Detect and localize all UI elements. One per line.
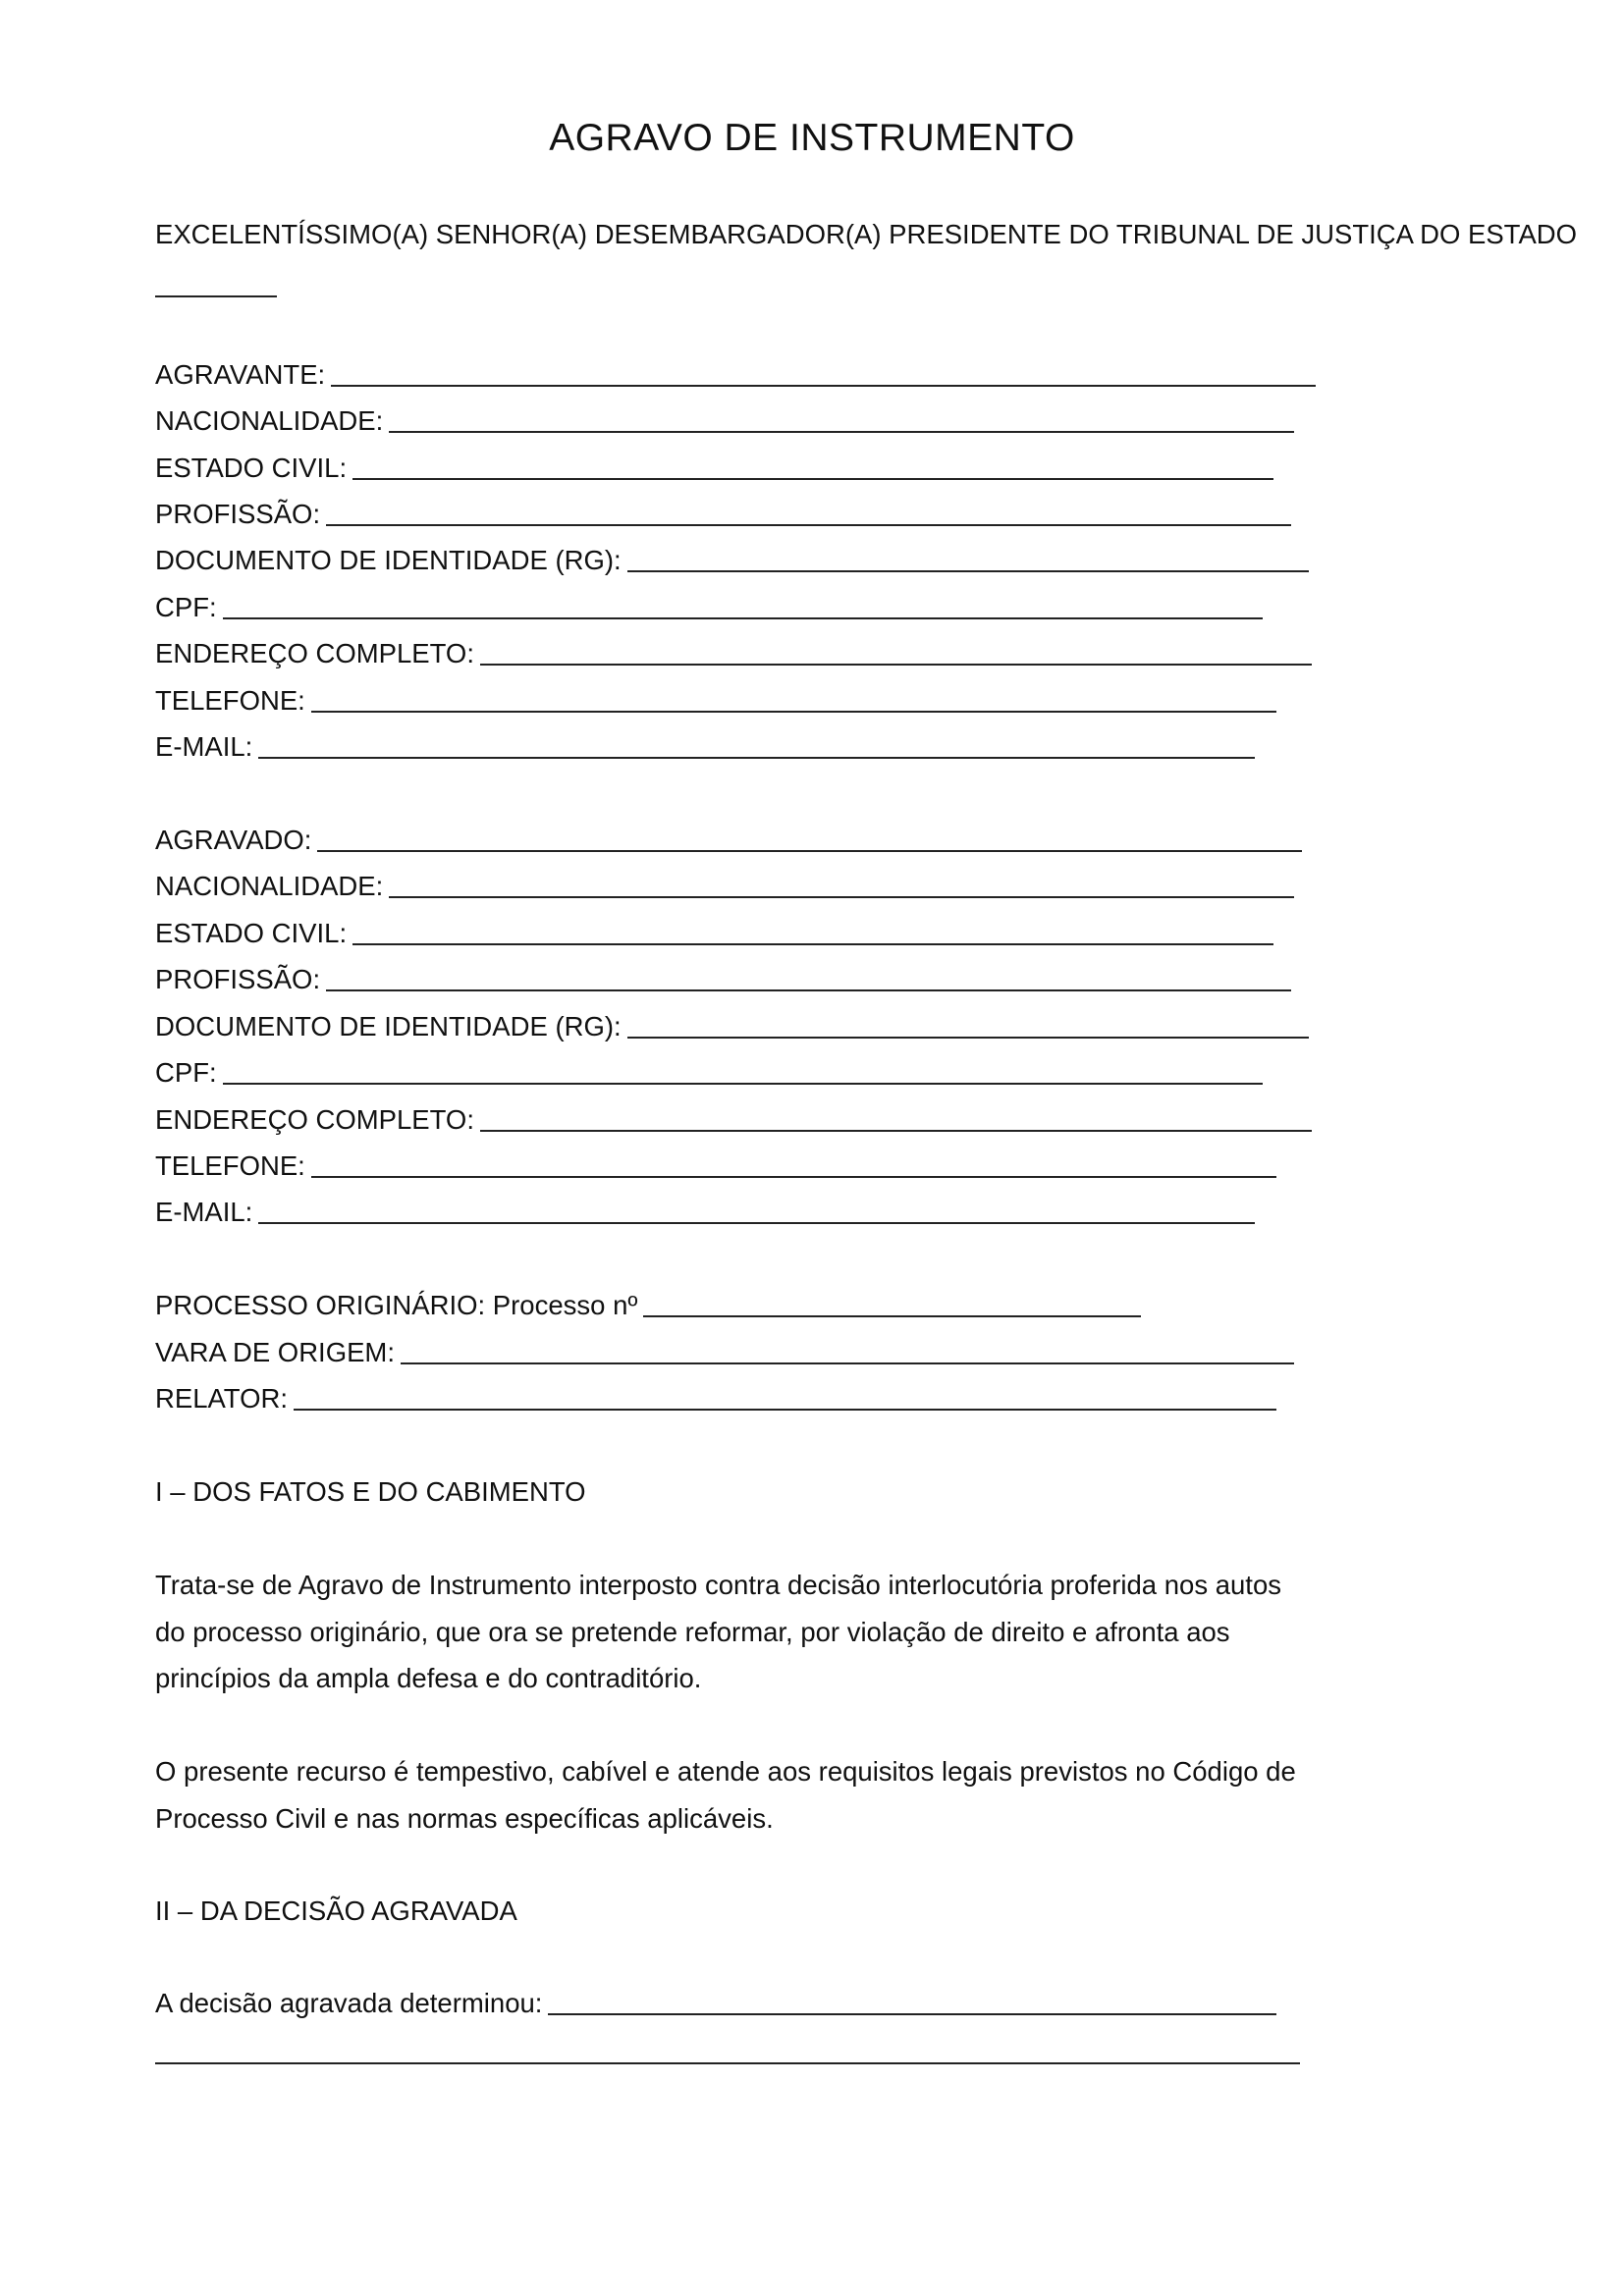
agravante-rg-field[interactable] (155, 544, 1309, 577)
agravado-telefone-blank[interactable] (311, 1176, 1276, 1178)
agravante-field[interactable] (155, 358, 1316, 392)
processo-originario-field[interactable] (155, 1289, 1141, 1322)
agravado-nacionalidade-label: NACIONALIDADE: (155, 871, 384, 901)
agravante-label: AGRAVANTE: (155, 359, 326, 390)
section-1-paragraph-2-line-1: O presente recurso é tempestivo, cabível e atende aos requisitos legais previstos no Código de (155, 1756, 1296, 1787)
agravado-profissao-field[interactable] (155, 963, 1291, 996)
decisao-agravada-field[interactable] (155, 1987, 1276, 2020)
agravante-profissao-blank[interactable] (326, 524, 1291, 526)
agravante-telefone-field[interactable] (155, 684, 1276, 718)
section-1-paragraph-1 (155, 1562, 1324, 1702)
agravado-field[interactable] (155, 824, 1302, 857)
agravante-telefone-label: TELEFONE: (155, 685, 305, 716)
section-1-paragraph-1-line-2: do processo originário, que ora se pretende reformar, por violação de direito e afronta aos (155, 1616, 1230, 1647)
agravante-estado-civil-field[interactable] (155, 452, 1273, 485)
relator-blank[interactable] (294, 1409, 1276, 1411)
vara-origem-blank[interactable] (401, 1362, 1294, 1364)
agravado-profissao-label: PROFISSÃO: (155, 964, 321, 994)
agravante-estado-civil-blank[interactable] (352, 478, 1273, 480)
agravante-email-label: E-MAIL: (155, 731, 253, 762)
agravante-nacionalidade-label: NACIONALIDADE: (155, 405, 384, 436)
agravado-endereco-field[interactable] (155, 1103, 1312, 1137)
agravante-cpf-blank[interactable] (223, 617, 1263, 619)
agravado-estado-civil-field[interactable] (155, 917, 1273, 950)
agravante-telefone-blank[interactable] (311, 711, 1276, 713)
agravante-email-blank[interactable] (258, 757, 1255, 759)
relator-field[interactable] (155, 1382, 1276, 1415)
section-1-paragraph-1-line-1: Trata-se de Agravo de Instrumento interposto contra decisão interlocutória proferida nos autos (155, 1570, 1281, 1600)
agravado-nacionalidade-blank[interactable] (389, 896, 1294, 898)
decisao-agravada-label: A decisão agravada determinou: (155, 1988, 543, 2018)
agravante-profissao-label: PROFISSÃO: (155, 499, 321, 529)
agravado-estado-civil-label: ESTADO CIVIL: (155, 918, 348, 948)
agravado-cpf-label: CPF: (155, 1057, 217, 1088)
section-1-paragraph-1-line-3: princípios da ampla defesa e do contraditório. (155, 1663, 702, 1693)
decisao-agravada-continuation-blank[interactable] (155, 2062, 1300, 2064)
agravado-email-label: E-MAIL: (155, 1197, 253, 1227)
decisao-agravada-blank[interactable] (548, 2013, 1276, 2015)
agravado-email-blank[interactable] (258, 1222, 1255, 1224)
agravado-telefone-label: TELEFONE: (155, 1150, 305, 1181)
relator-label: RELATOR: (155, 1383, 288, 1414)
section-2-heading: II – DA DECISÃO AGRAVADA (155, 1896, 517, 1926)
agravado-endereco-label: ENDEREÇO COMPLETO: (155, 1104, 474, 1135)
agravado-telefone-field[interactable] (155, 1149, 1276, 1183)
processo-originario-blank[interactable] (643, 1315, 1141, 1317)
agravante-endereco-field[interactable] (155, 637, 1312, 670)
agravante-email-field[interactable] (155, 730, 1255, 764)
section-1-paragraph-2-line-2: Processo Civil e nas normas específicas aplicáveis. (155, 1802, 774, 1834)
document-title: AGRAVO DE INSTRUMENTO (549, 117, 1075, 159)
agravante-nacionalidade-blank[interactable] (389, 431, 1294, 433)
agravado-cpf-field[interactable] (155, 1056, 1263, 1090)
agravante-endereco-blank[interactable] (480, 664, 1312, 666)
agravante-cpf-label: CPF: (155, 592, 217, 622)
section-1-heading: I – DOS FATOS E DO CABIMENTO (155, 1476, 586, 1507)
agravante-blank[interactable] (331, 385, 1316, 387)
agravado-estado-civil-blank[interactable] (352, 943, 1273, 945)
agravante-rg-blank[interactable] (627, 570, 1309, 572)
agravado-nacionalidade-field[interactable] (155, 870, 1294, 903)
agravante-cpf-field[interactable] (155, 591, 1263, 624)
agravado-profissao-blank[interactable] (326, 989, 1291, 991)
agravado-blank[interactable] (317, 850, 1302, 852)
agravante-endereco-label: ENDEREÇO COMPLETO: (155, 638, 474, 668)
agravado-email-field[interactable] (155, 1196, 1255, 1229)
agravado-rg-label: DOCUMENTO DE IDENTIDADE (RG): (155, 1011, 622, 1041)
estado-blank[interactable] (155, 295, 277, 297)
vara-origem-field[interactable] (155, 1336, 1294, 1369)
section-1-paragraph-2 (155, 1748, 1324, 1842)
vara-origem-label: VARA DE ORIGEM: (155, 1337, 395, 1367)
agravante-rg-label: DOCUMENTO DE IDENTIDADE (RG): (155, 545, 622, 575)
addressee-line: EXCELENTÍSSIMO(A) SENHOR(A) DESEMBARGADOR(A) PRESIDENTE DO TRIBUNAL DE JUSTIÇA DO ESTADO (155, 219, 1578, 249)
agravado-endereco-blank[interactable] (480, 1130, 1312, 1132)
agravante-nacionalidade-field[interactable] (155, 404, 1294, 438)
agravado-label: AGRAVADO: (155, 825, 312, 855)
agravante-estado-civil-label: ESTADO CIVIL: (155, 453, 348, 483)
agravado-rg-blank[interactable] (627, 1037, 1309, 1039)
processo-originario-label: PROCESSO ORIGINÁRIO: Processo nº (155, 1290, 638, 1320)
agravado-rg-field[interactable] (155, 1010, 1309, 1043)
agravado-cpf-blank[interactable] (223, 1083, 1263, 1085)
agravante-profissao-field[interactable] (155, 498, 1291, 531)
